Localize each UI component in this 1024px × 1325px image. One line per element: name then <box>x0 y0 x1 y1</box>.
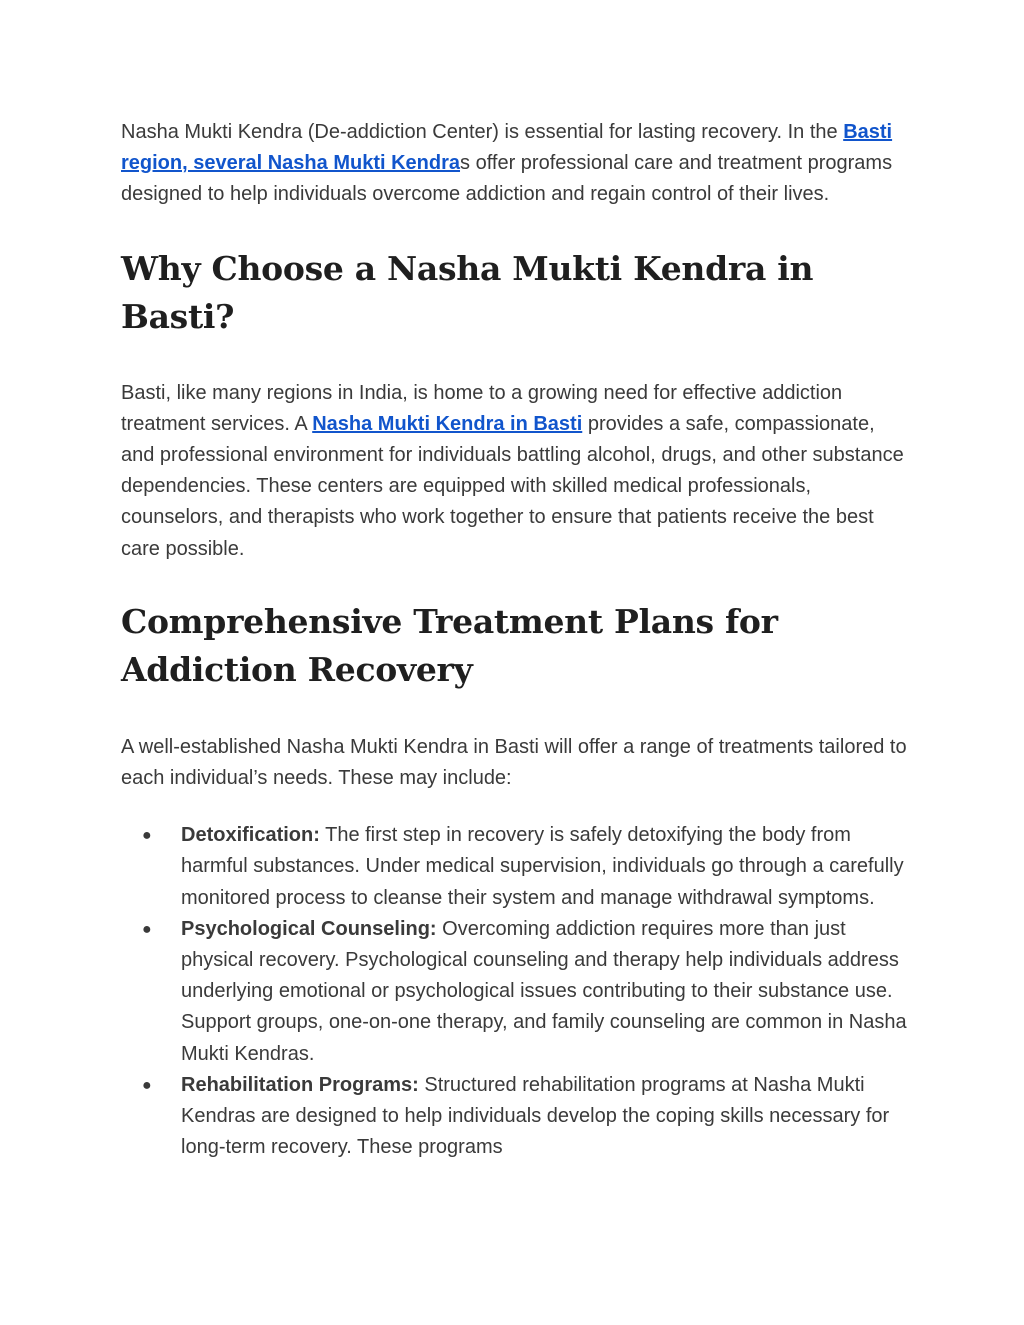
document-content <box>121 117 911 1163</box>
intro-text-after: s offer professional care and treatment programs designed to help individuals overcome addiction and regain control of their lives. <box>121 152 893 206</box>
list-item-detoxification <box>121 820 911 914</box>
treatment-plans-heading: Comprehensive Treatment Plans for Addiction Recovery <box>121 601 778 689</box>
list-item-term: Detoxification: <box>181 824 320 847</box>
bullet-icon: ● <box>142 920 152 938</box>
bullet-icon: ● <box>142 1076 152 1094</box>
treatment-list <box>121 820 911 1163</box>
nasha-mukti-kendra-basti-link[interactable]: Nasha Mukti Kendra in Basti <box>312 412 583 435</box>
why-text-after: provides a safe, compassionate, and professional environment for individuals battling alcohol, drugs, and other substance dependencies. These centers are equipped with skilled medical professionals, counselors, and therapists who work together to ensure that patients receive the best care possible. <box>121 412 904 560</box>
list-item-psychological-counseling <box>121 914 911 1070</box>
treatment-plans-paragraph: A well-established Nasha Mukti Kendra in Basti will offer a range of treatments tailored to each individual’s needs. These may include: <box>121 735 907 790</box>
why-choose-paragraph <box>121 378 911 565</box>
why-choose-heading: Why Choose a Nasha Mukti Kendra in Basti? <box>121 248 814 336</box>
why-text-before: Basti, like many regions in India, is home to a growing need for effective addiction treatment services. A <box>121 381 843 435</box>
list-item-term: Psychological Counseling: <box>181 917 437 940</box>
intro-paragraph <box>121 117 911 211</box>
list-item-term: Rehabilitation Programs: <box>181 1073 419 1096</box>
basti-region-link[interactable]: Basti region, several Nasha Mukti Kendra <box>121 121 893 175</box>
list-item-text: Structured rehabilitation programs at Nasha Mukti Kendras are designed to help individuals develop the coping skills necessary for long-term recovery. These programs <box>181 1073 890 1159</box>
list-item-rehabilitation-programs <box>121 1070 911 1164</box>
intro-text-before: Nasha Mukti Kendra (De-addiction Center) is essential for lasting recovery. In the <box>121 121 844 143</box>
list-item-text: The first step in recovery is safely detoxifying the body from harmful substances. Under medical supervision, individuals go through a carefully monitored process to cleanse their system and manage withdrawal symptoms. <box>181 824 904 909</box>
bullet-icon: ● <box>142 827 152 845</box>
list-item-text: Overcoming addiction requires more than just physical recovery. Psychological counseling and therapy help individuals address underlying emotional or psychological issues contributing to their substance use. Support groups, one-on-one therapy, and family counseling are common in Nasha Mukti Kendras. <box>181 917 907 1065</box>
